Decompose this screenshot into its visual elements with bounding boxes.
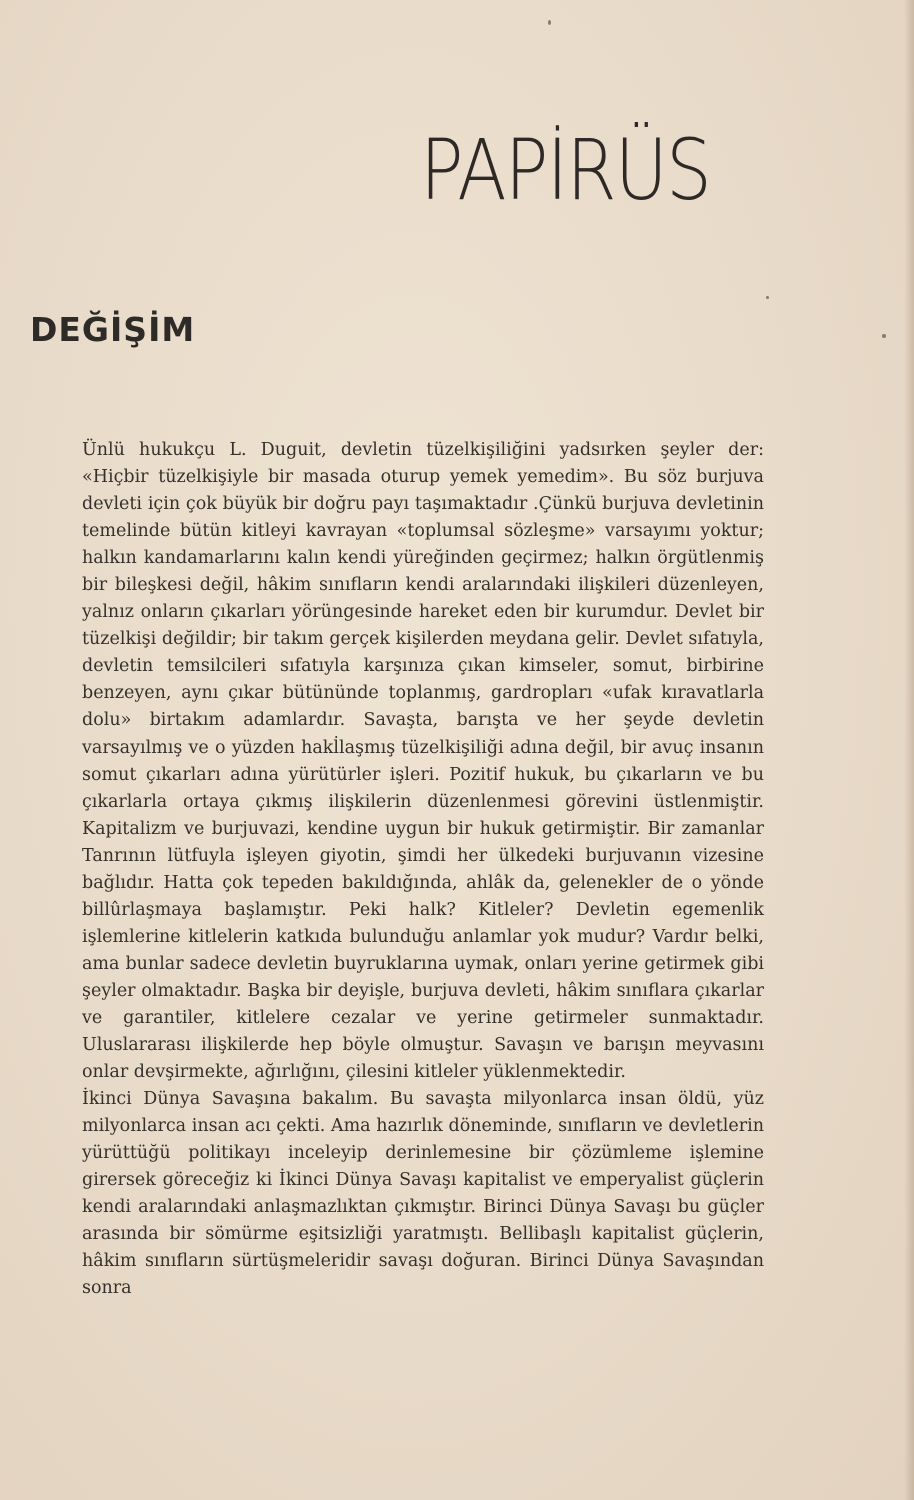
article-paragraph-2: İkinci Dünya Savaşına bakalım. Bu savaşta milyonlarca insan öldü, yüz milyonlarca insan acı çekti. Ama hazırlık döneminde, sınıfların ve devletlerin yürüttüğü politikayı inceleyip derinlemesine bir çözümleme işlemine girersek göreceğiz ki İkinci Dünya Savaşı kapitalist ve emperyalist güçlerin kendi aralarındaki anlaşmazlıktan çıkmıştır. Birinci Dünya Savaşı bu güçler arasında bir sömürme eşitsizliği yaratmıştı. Bellibaşlı kapitalist güçlerin, hâkim sınıfların sürtüşmeleridir savaşı doğuran. Birinci Dünya Savaşından sonra xyxy=(82,1089,764,1299)
paper-speck xyxy=(882,334,886,338)
article-body xyxy=(82,437,764,1303)
paper-speck xyxy=(548,20,551,25)
article-paragraph-1: Ünlü hukukçu L. Duguit, devletin tüzelkişiliğini yadsırken şeyler der: «Hiçbir tüzelkişiyle bir masada oturup yemek yemedim». Bu söz burjuva devleti için çok büyük bir doğru payı taşımaktadır .Çünkü burjuva devletinin temelinde bütün kitleyi kavrayan «toplumsal sözleşme» varsayımı yoktur; halkın kandamarlarını kalın kendi yüreğinden geçirmez; halkın örgütlenmiş bir bileşkesi değil, hâkim sınıfların kendi aralarındaki ilişkileri düzenleyen, yalnız onların çıkarları yörüngesinde hareket eden bir kurumdur. Devlet bir tüzelkişi değildir; bir takım gerçek kişilerden meydana gelir. Devlet sıfatıyla, devletin temsilcileri sıfatıyla karşınıza çıkan kimseler, somut, birbirine benzeyen, aynı çıkar bütününde toplanmış, gardropları «ufak kıravatlarla dolu» birtakım adamlardır. Savaşta, barışta ve her şeyde devletin varsayılmış ve o yüzden hakl̇laşmış tüzelkişiliği adına değil, bir avuç insanın somut çıkarları adına yürütürler işleri. Pozitif hukuk, bu çıkarların ve bu çıkarlarla ortaya çıkmış ilişkilerin düzenlenmesi görevini üstlenmiştir. Kapitalizm ve burjuvazi, kendine uygun bir hukuk getirmiştir. Bir zamanlar Tanrının lütfuyla işleyen giyotin, şimdi her ülkedeki burjuvanın vizesine bağlıdır. Hatta çok tepeden bakıldığında, ahlâk da, gelenekler de o yönde billûrlaşmaya başlamıştır. Peki halk? Kitleler? Devletin egemenlik işlemlerine kitlelerin katkıda bulunduğu anlamlar yok mudur? Vardır belki, ama bunlar sadece devletin buyruklarına uymak, onları yerine getirmek gibi şeyler olmaktadır. Başka bir deyişle, burjuva devleti, hâkim sınıflara çıkarlar ve garantiler, kitlelere cezalar ve yerine getirmeler sunmaktadır. Uluslararası ilişkilerde hep böyle olmuştur. Savaşın ve barışın meyvasını onlar devşirmekte, ağırlığını, çilesini kitleler yüklenmektedir. xyxy=(82,440,764,1083)
paper-speck xyxy=(766,296,769,299)
magazine-masthead: PAPİRÜS xyxy=(420,121,711,219)
article-title: DEĞİŞİM xyxy=(30,310,196,349)
page-edge-shadow xyxy=(904,0,914,1500)
